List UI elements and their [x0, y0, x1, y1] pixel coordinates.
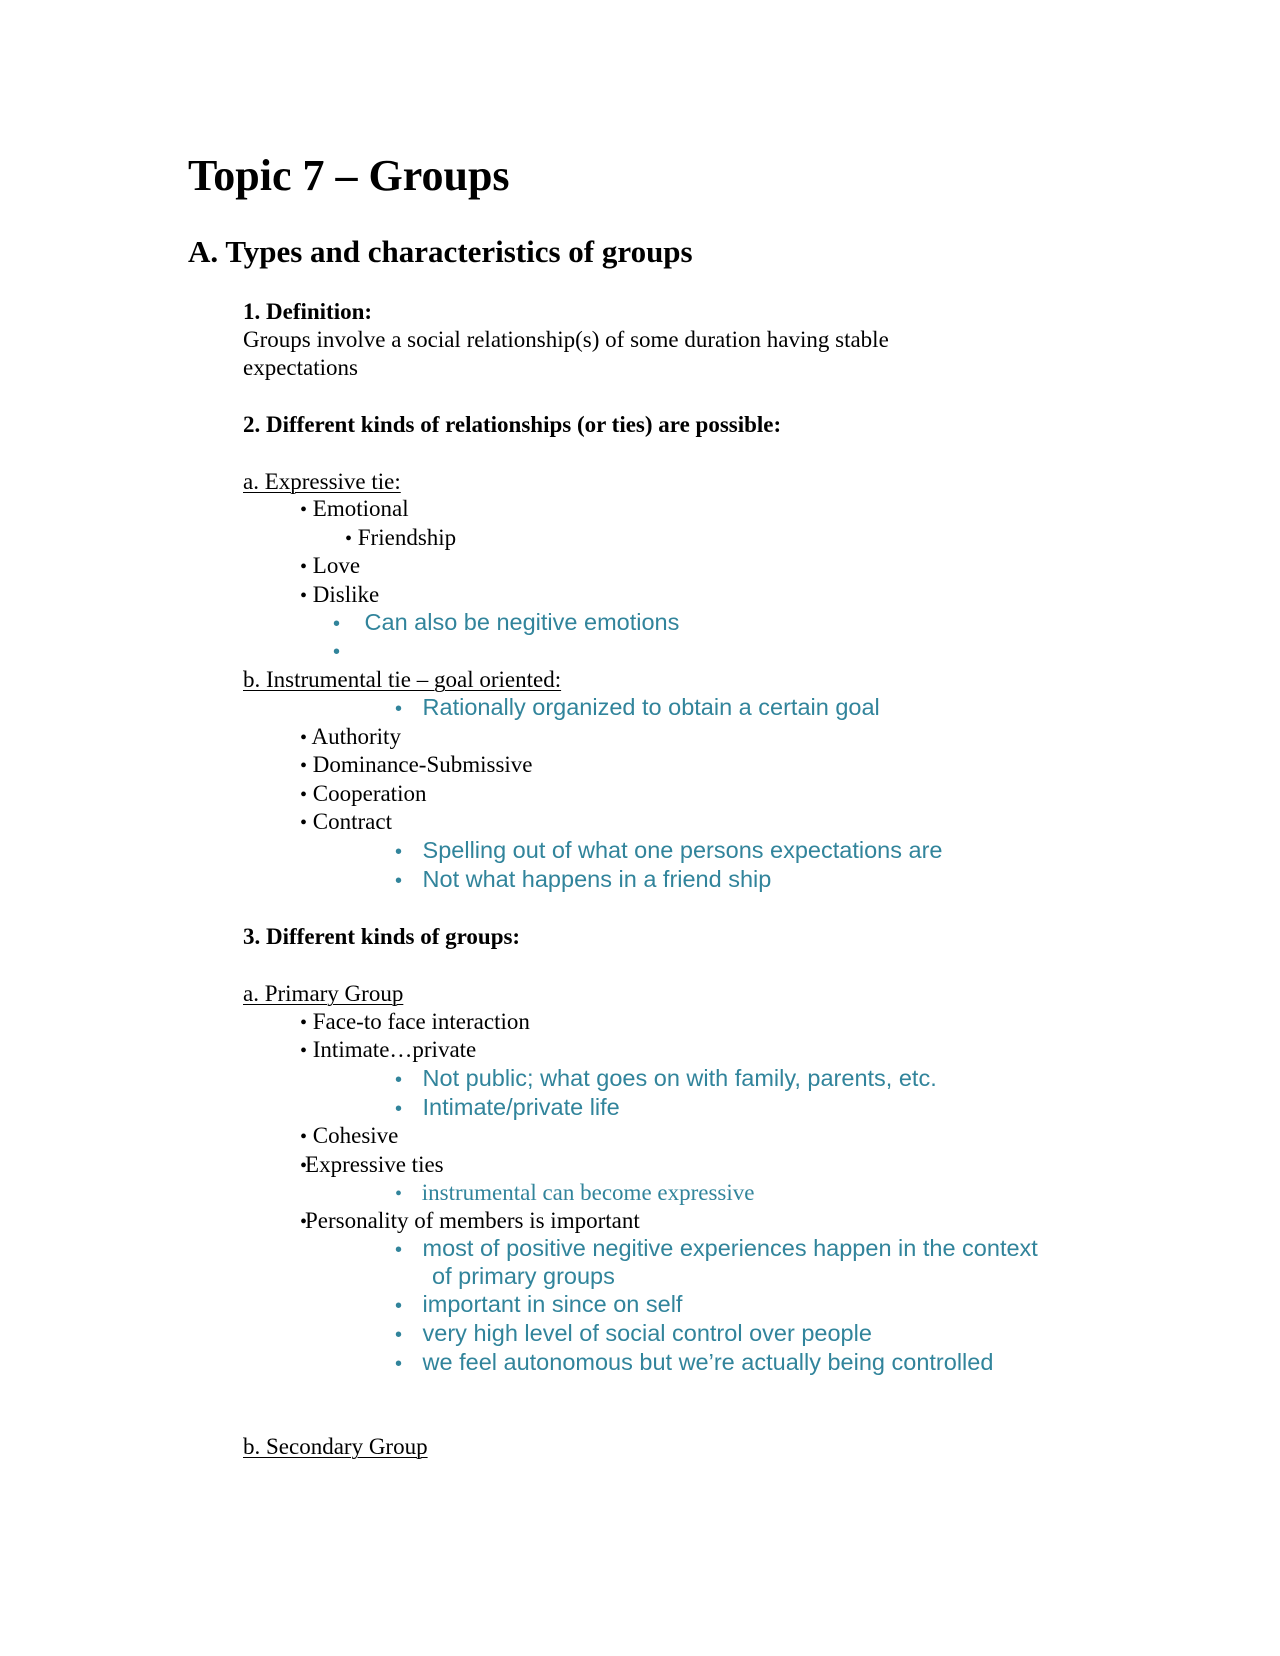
relationships-heading: 2. Different kinds of relationships (or ties) are possible: — [243, 412, 782, 437]
empty-note-bullet — [333, 636, 340, 667]
bullet-icon: • — [395, 1239, 403, 1261]
list-item-friendship: • Friendship — [345, 523, 456, 554]
note-social-control: • very high level of social control over people — [395, 1319, 872, 1350]
note-not-public: • Not public; what goes on with family, parents, etc. — [395, 1064, 937, 1095]
list-item-cooperation: • Cooperation — [300, 779, 426, 810]
list-item-intimate: • Intimate…private — [300, 1035, 476, 1066]
note-not-friendship: • Not what happens in a friend ship — [395, 865, 771, 896]
bullet-icon: • — [300, 556, 308, 578]
bullet-icon: • — [300, 784, 308, 806]
note-negative-emotions: • Can also be negitive emotions — [333, 608, 679, 639]
note-intimate-life: • Intimate/private life — [395, 1093, 620, 1124]
list-item-contract: • Contract — [300, 807, 392, 838]
bullet-icon: • — [300, 1012, 308, 1034]
note-contract-expectations: • Spelling out of what one persons expectations are — [395, 836, 942, 867]
note-sense-of-self: • important in since on self — [395, 1290, 682, 1321]
secondary-group-label: b. Secondary Group — [243, 1434, 428, 1459]
instrumental-tie-label: b. Instrumental tie – goal oriented: — [243, 667, 562, 692]
bullet-icon: • — [300, 812, 308, 834]
list-item-authority: • Authority — [300, 722, 401, 753]
list-item-dislike: • Dislike — [300, 580, 379, 611]
bullet-icon: • — [300, 499, 308, 521]
bullet-icon: • — [395, 1069, 403, 1091]
bullet-icon: • — [395, 1324, 403, 1346]
note-instrumental-expressive: • instrumental can become expressive — [395, 1178, 755, 1209]
bullet-icon: • — [345, 528, 353, 550]
list-item-face-to-face: • Face-to face interaction — [300, 1007, 530, 1038]
list-item-love: • Love — [300, 551, 360, 582]
bullet-icon: • — [300, 755, 308, 777]
bullet-icon: • — [395, 841, 403, 863]
bullet-icon: • — [333, 641, 341, 663]
bullet-icon: • — [395, 1098, 403, 1120]
section-a-heading: A. Types and characteristics of groups — [188, 234, 693, 269]
primary-group-label: a. Primary Group — [243, 981, 404, 1006]
bullet-icon: • — [395, 698, 403, 720]
definition-text-line1: Groups involve a social relationship(s) of some duration having stable — [243, 327, 889, 352]
list-item-personality: •Personality of members is important — [300, 1206, 640, 1237]
list-item-cohesive: • Cohesive — [300, 1121, 398, 1152]
bullet-icon: • — [300, 727, 308, 749]
definition-text-line2: expectations — [243, 355, 358, 380]
bullet-icon: • — [300, 1126, 308, 1148]
bullet-icon: • — [395, 1183, 403, 1205]
list-item-dominance: • Dominance-Submissive — [300, 750, 533, 781]
groups-heading: 3. Different kinds of groups: — [243, 924, 521, 949]
note-positive-experiences: • most of positive negitive experiences happen in the context — [395, 1234, 1038, 1265]
note-rational-goal: • Rationally organized to obtain a certain goal — [395, 693, 880, 724]
expressive-tie-label: a. Expressive tie: — [243, 469, 401, 494]
note-positive-experiences-cont: of primary groups — [432, 1263, 615, 1289]
bullet-icon: • — [300, 1040, 308, 1062]
page-title: Topic 7 – Groups — [188, 151, 510, 200]
bullet-icon: • — [300, 1155, 308, 1177]
bullet-icon: • — [333, 613, 341, 635]
definition-heading: 1. Definition: — [243, 299, 373, 324]
note-autonomous: • we feel autonomous but we’re actually being controlled — [395, 1348, 993, 1379]
list-item-emotional: • Emotional — [300, 494, 409, 525]
bullet-icon: • — [395, 870, 403, 892]
bullet-icon: • — [300, 585, 308, 607]
bullet-icon: • — [300, 1211, 308, 1233]
bullet-icon: • — [395, 1353, 403, 1375]
bullet-icon: • — [395, 1295, 403, 1317]
list-item-expressive-ties: •Expressive ties — [300, 1150, 444, 1181]
